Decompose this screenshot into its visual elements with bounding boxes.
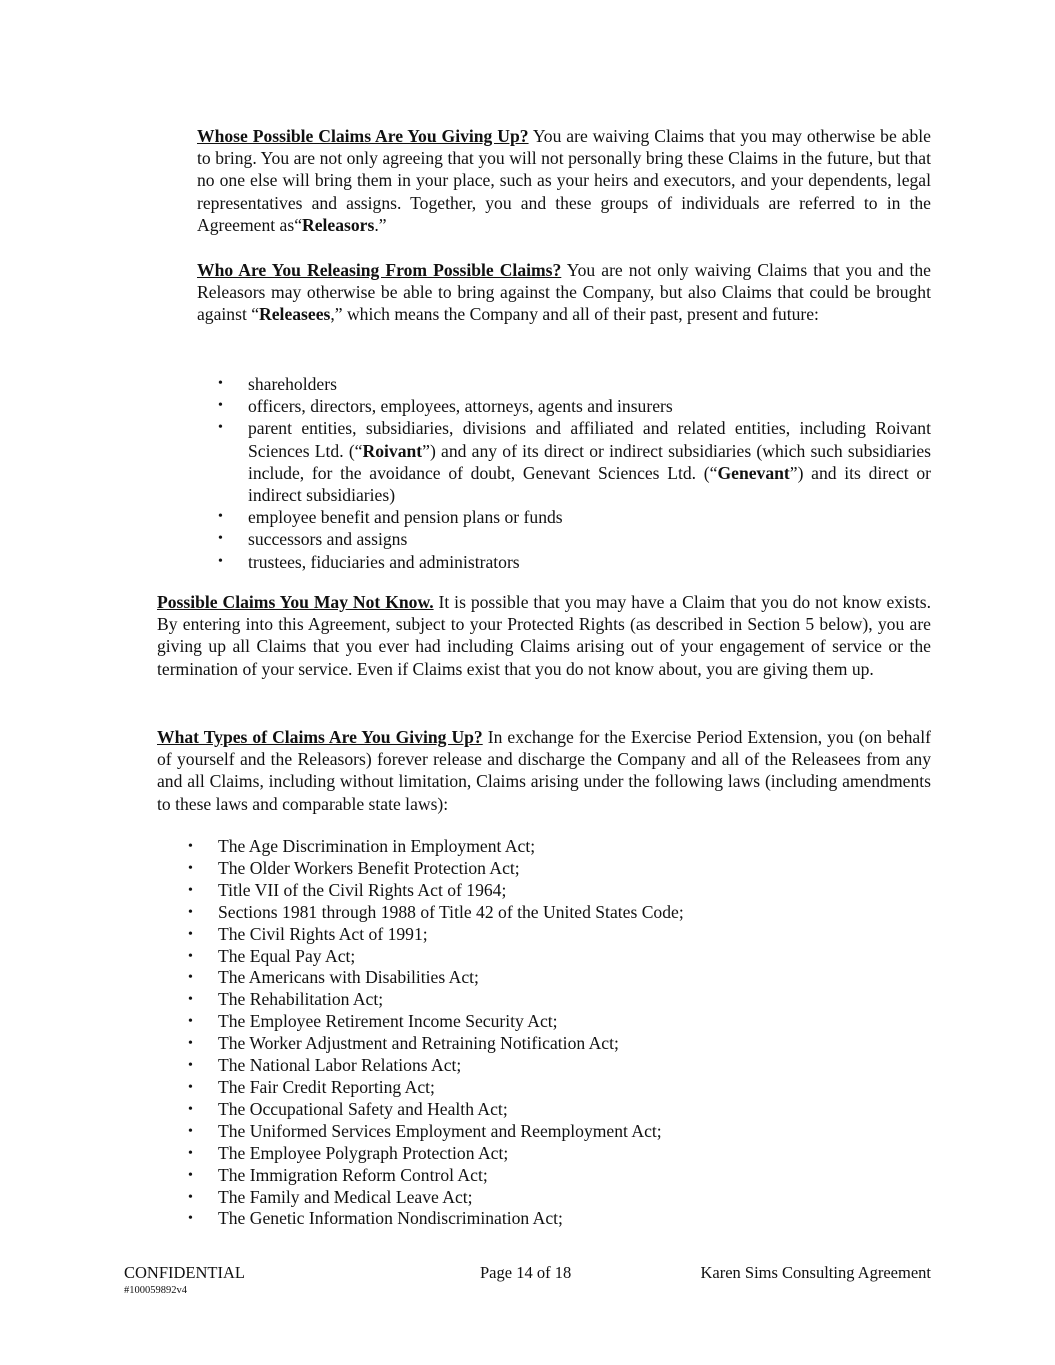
list-item [218, 373, 931, 395]
law-name: Sections 1981 through 1988 of Title 42 of the United States Code; [218, 901, 684, 922]
releasors-term: Releasors [302, 214, 375, 235]
bullet-icon: • [188, 992, 193, 1008]
list-item-text: parent entities, subsidiaries, divisions and affiliated and related entities, including Roivant Sciences Ltd. (“ [248, 418, 931, 461]
law-name: The Age Discrimination in Employment Act; [218, 836, 536, 856]
bullet-icon: • [188, 926, 193, 942]
list-item-text: trustees, fiduciaries and administrators [248, 551, 520, 572]
law-list-item [188, 1011, 931, 1033]
bullet-icon: • [188, 1211, 193, 1227]
law-name: The Equal Pay Act; [218, 945, 356, 966]
bullet-icon: • [188, 1058, 193, 1074]
bullet-icon: • [188, 860, 193, 876]
list-item-text: ”) and any of its direct or indirect subsidiaries (which such subsidiaries include, for the avoidance of doubt, Genevant Sciences Ltd. (“ [248, 440, 931, 483]
bullet-icon: • [188, 948, 193, 964]
law-name: The National Labor Relations Act; [218, 1055, 462, 1076]
law-list-item [188, 1055, 931, 1077]
bullet-icon: • [188, 839, 193, 854]
bullet-icon: • [188, 1189, 193, 1205]
bullet-icon: • [188, 1014, 193, 1030]
list-item-text: ”) and its direct or indirect subsidiaries) [248, 462, 932, 506]
bullet-icon: • [188, 1079, 193, 1095]
law-name: The Civil Rights Act of 1991; [218, 923, 428, 944]
law-list-item [188, 836, 931, 858]
footer-page-number: Page 14 of 18 [480, 1263, 572, 1282]
law-list-item [188, 901, 931, 924]
bullet-icon: • [218, 398, 223, 414]
genevant-term: Genevant [717, 462, 790, 483]
law-name: The Americans with Disabilities Act; [218, 967, 479, 988]
unknown-claims-paragraph [157, 591, 931, 680]
law-name: The Genetic Information Nondiscrimination Act; [218, 1208, 563, 1229]
footer-document-title: Karen Sims Consulting Agreement [700, 1263, 931, 1282]
list-item [218, 506, 931, 528]
unknown-claims-heading: Possible Claims You May Not Know. [157, 592, 434, 612]
who-releasing-paragraph [197, 259, 931, 326]
law-list-item [188, 1208, 931, 1230]
law-list-item [188, 1076, 931, 1099]
list-item-text: successors and assigns [248, 529, 408, 550]
list-item [218, 528, 931, 550]
law-list-item [188, 1142, 931, 1165]
law-list-item [188, 1164, 931, 1187]
releasees-list [218, 373, 932, 573]
claim-types-text: In exchange for the Exercise Period Extension, you (on behalf of yourself and the Releasors) forever release and discharge the Company and all of the Releasees from any and all Claims, including without limitation, Claims arising under the following laws (including amendments to these laws and comparable state laws): [157, 727, 931, 814]
law-list-item [188, 989, 931, 1011]
law-list-item [188, 1120, 931, 1143]
law-name: The Uniformed Services Employment and Reemployment Act; [218, 1120, 662, 1141]
releasees-term: Releasees [259, 304, 331, 325]
bullet-icon: • [188, 904, 193, 920]
who-releasing-text: You are not only waiving Claims that you and the Releasors may otherwise be able to bring against the Company, but also Claims that could be brought against “ [197, 260, 931, 325]
bullet-icon: • [188, 882, 193, 898]
whose-claims-heading: Whose Possible Claims Are You Giving Up? [197, 126, 529, 146]
bullet-icon: • [218, 553, 223, 569]
law-name: The Worker Adjustment and Retraining Notification Act; [218, 1033, 619, 1054]
footer-doc-id: #100059892v4 [124, 1285, 187, 1296]
bullet-icon: • [188, 1167, 193, 1183]
who-releasing-heading: Who Are You Releasing From Possible Claims? [197, 260, 562, 280]
bullet-icon: • [188, 1036, 193, 1052]
law-list-item [188, 923, 931, 946]
bullet-icon: • [188, 970, 193, 986]
law-name: The Rehabilitation Act; [218, 989, 384, 1010]
law-list-item [188, 1186, 931, 1209]
law-name: The Employee Retirement Income Security Act; [218, 1011, 558, 1032]
law-name: The Immigration Reform Control Act; [218, 1164, 488, 1185]
list-item [218, 417, 932, 506]
unknown-claims-text: It is possible that you may have a Claim that you do not know exists. By entering into this Agreement, subject to your Protected Rights (as described in Section 5 below), you are giving up all Claims that you ever had including Claims arising out of your engagement of service or the termination of your service. Even if Claims exist that you do not know about, you are giving them up. [157, 592, 931, 679]
claim-types-heading: What Types of Claims Are You Giving Up? [157, 727, 483, 747]
bullet-icon: • [218, 376, 223, 391]
law-name: The Fair Credit Reporting Act; [218, 1076, 435, 1097]
laws-list [188, 836, 931, 1230]
whose-claims-text: You are waiving Claims that you may otherwise be able to bring. You are not only agreeing that you will not personally bring these Claims in the future, but that no one else will bring them in your place, such as your heirs and executors, and your dependents, legal representatives and assigns. Together, you and these groups of individuals are referred to in the Agreement as“ [197, 126, 931, 235]
roivant-term: Roivant [362, 440, 423, 461]
law-list-item [188, 945, 931, 968]
law-list-item [188, 879, 931, 902]
law-name: The Older Workers Benefit Protection Act; [218, 857, 520, 878]
law-list-item [188, 1033, 931, 1055]
list-item [218, 395, 931, 417]
bullet-icon: • [188, 1123, 193, 1139]
bullet-icon: • [188, 1145, 193, 1161]
bullet-icon: • [188, 1101, 193, 1117]
footer-confidential: CONFIDENTIAL [124, 1263, 245, 1282]
who-releasing-text-end: ,” which means the Company and all of their past, present and future: [330, 304, 819, 325]
law-list-item [188, 857, 931, 880]
bullet-icon: • [218, 509, 223, 525]
law-name: The Employee Polygraph Protection Act; [218, 1142, 509, 1163]
law-name: Title VII of the Civil Rights Act of 1964; [218, 879, 507, 900]
list-item [218, 551, 931, 573]
bullet-icon: • [218, 420, 223, 436]
law-list-item [188, 967, 931, 989]
list-item-text: officers, directors, employees, attorneys, agents and insurers [248, 396, 673, 417]
whose-claims-paragraph [197, 125, 931, 236]
claim-types-paragraph [157, 726, 931, 815]
law-name: The Family and Medical Leave Act; [218, 1186, 473, 1207]
law-list-item [188, 1098, 931, 1121]
bullet-icon: • [218, 531, 223, 547]
law-name: The Occupational Safety and Health Act; [218, 1098, 508, 1119]
whose-claims-text-end: .” [374, 214, 387, 235]
list-item-text: employee benefit and pension plans or funds [248, 507, 563, 528]
list-item-text: shareholders [248, 374, 337, 394]
